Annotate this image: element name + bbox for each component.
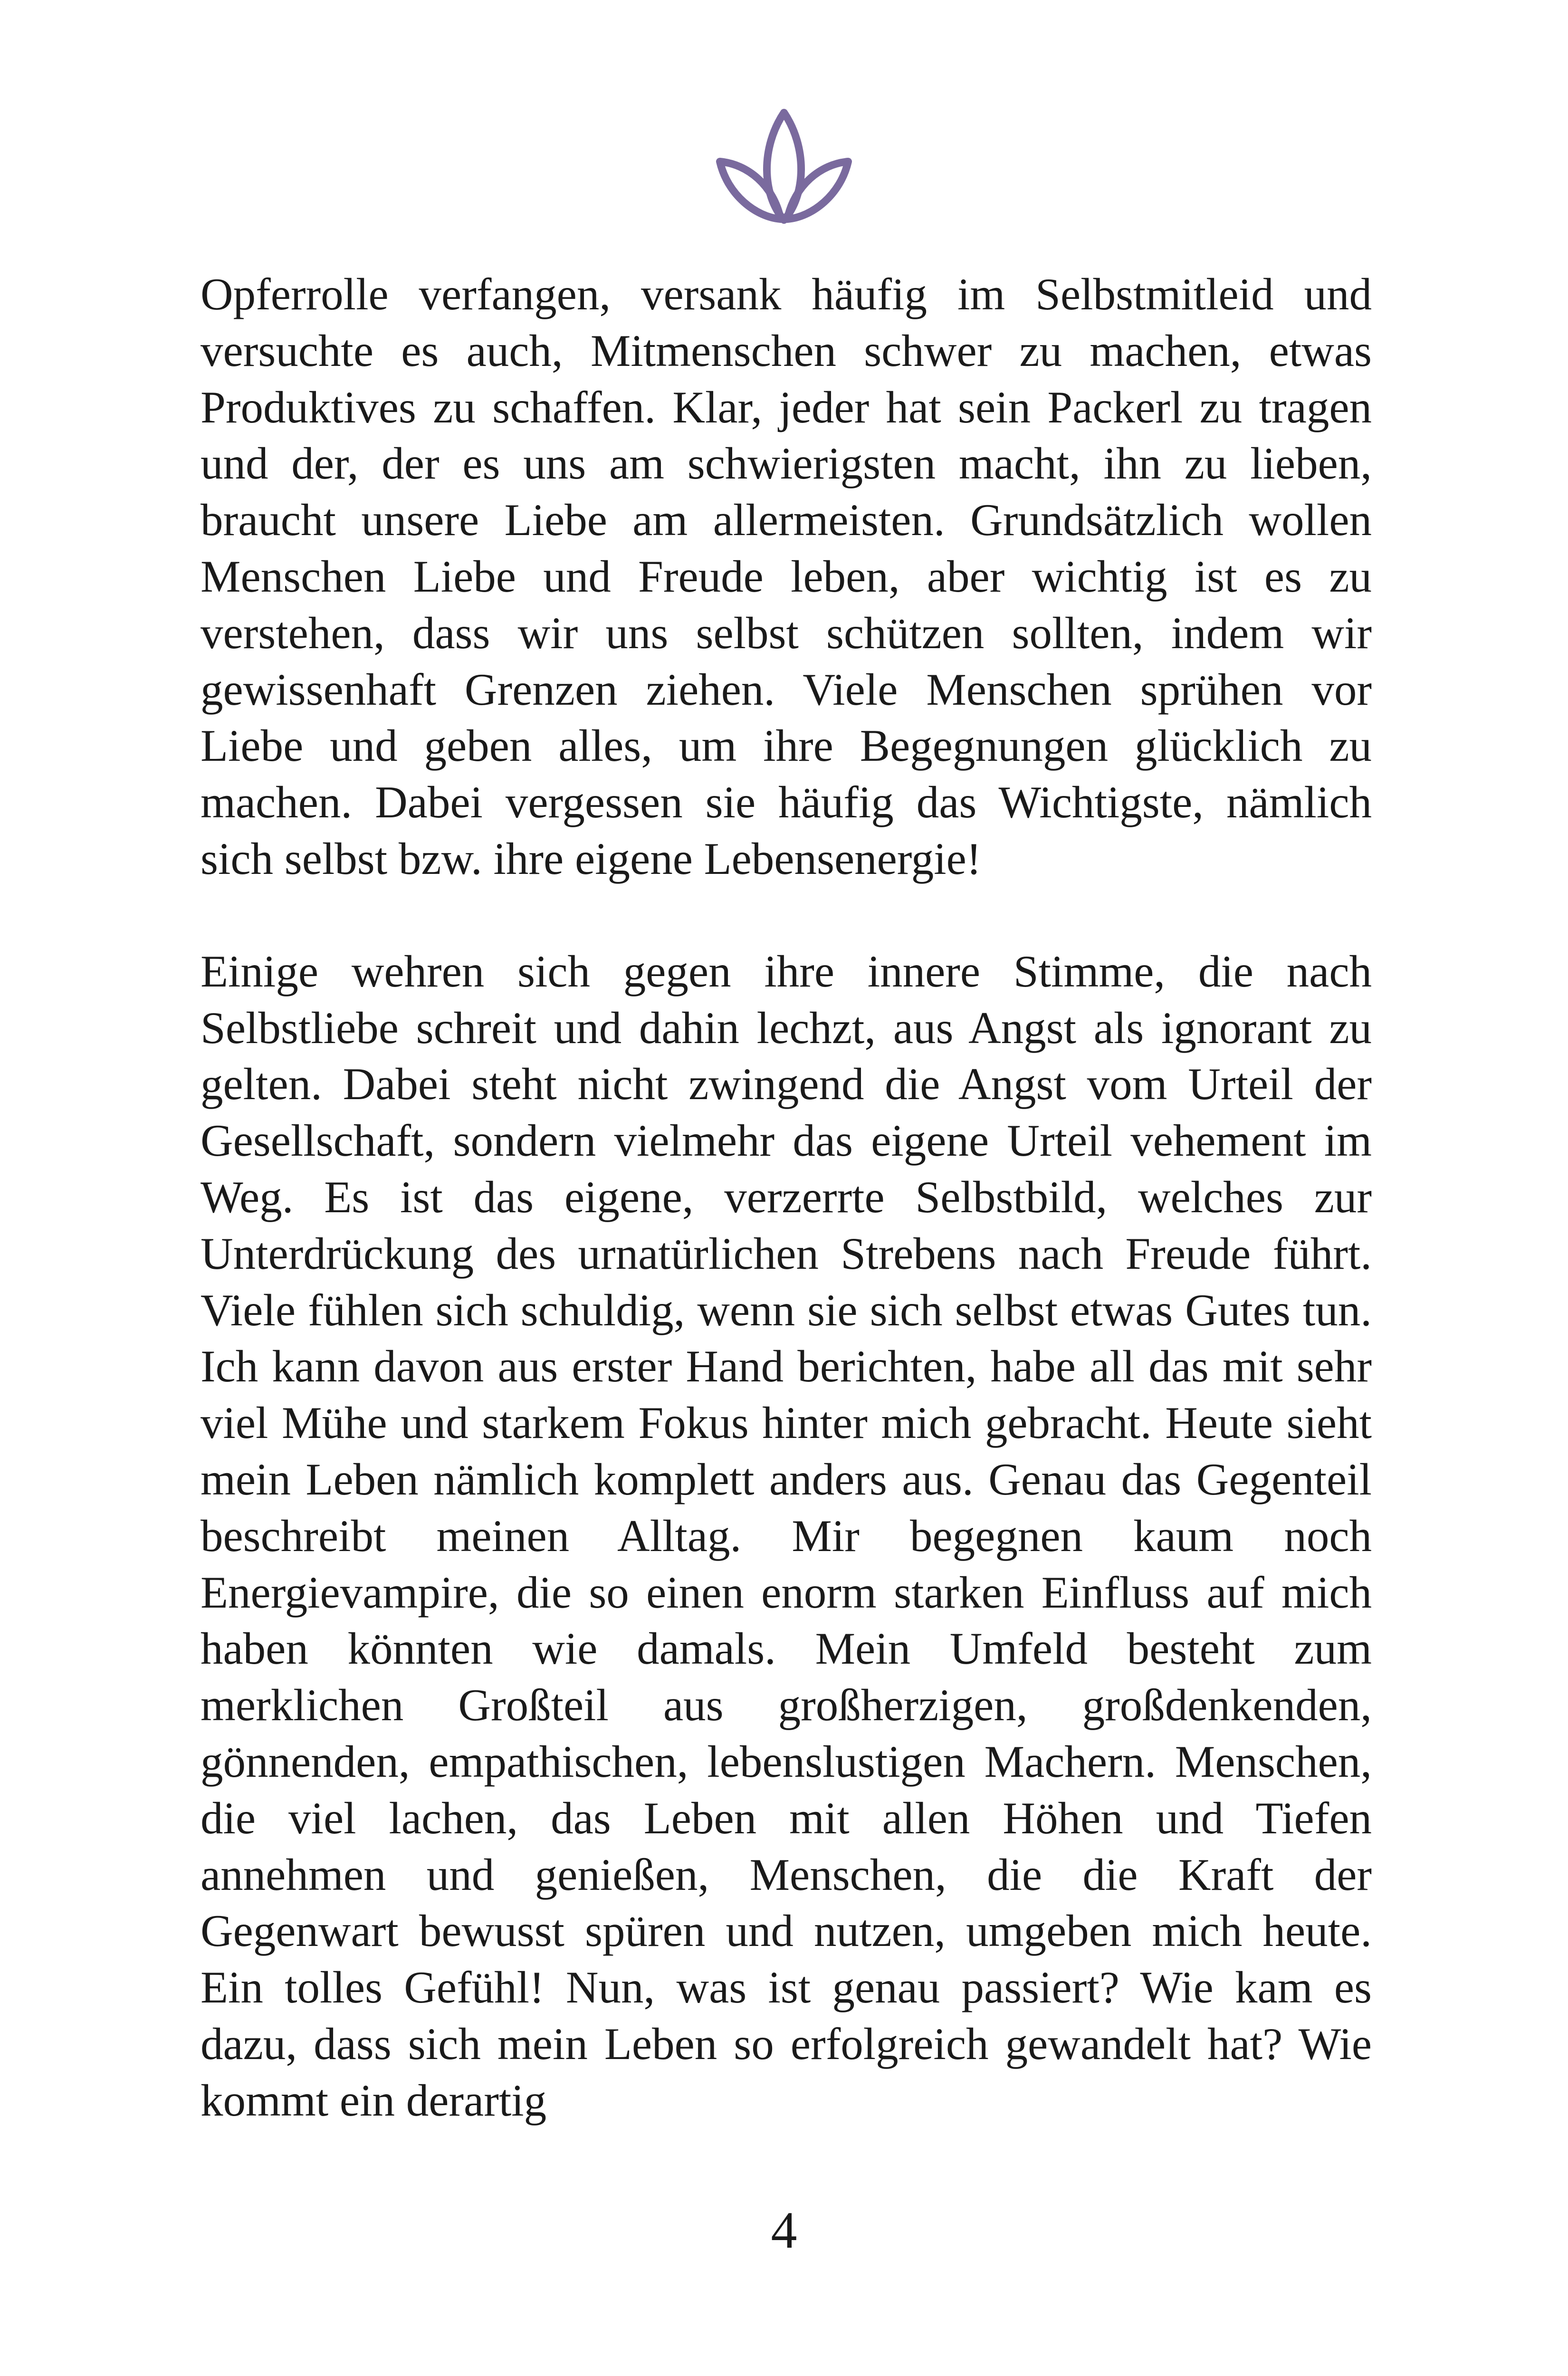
paragraph: Opferrolle verfangen, versank häufig im Selbstmitleid und versuchte es auch, Mitmenschen schwer zu machen, etwas Produktives zu schaffen. Klar, jeder hat sein Packerl zu tragen und der, der es uns am schwierigsten macht, ihn zu lieben, braucht unsere Liebe am allermeisten. Grundsätzlich wollen Menschen Liebe und Freude leben, aber wichtig ist es zu verstehen, dass wir uns selbst schützen sollten, indem wir gewissenhaft Grenzen ziehen. Viele Menschen sprühen vor Liebe und geben alles, um ihre Begegnungen glücklich zu machen. Dabei vergessen sie häufig das Wichtigste, nämlich sich selbst bzw. ihre eigene Lebensenergie! bbox=[201, 269, 1372, 884]
body-text bbox=[201, 266, 1372, 2129]
page-number: 4 bbox=[771, 2201, 797, 2259]
paragraph: Einige wehren sich gegen ihre innere Stimme, die nach Selbstliebe schreit und dahin lechzt, aus Angst als ignorant zu gelten. Dabei steht nicht zwingend die Angst vom Urteil der Gesellschaft, sondern vielmehr das eigene Urteil vehement im Weg. Es ist das eigene, verzerrte Selbstbild, welches zur Unterdrückung des urnatürlichen Strebens nach Freude führt. Viele fühlen sich schuldig, wenn sie sich selbst etwas Gutes tun. Ich kann davon aus erster Hand berichten, habe all das mit sehr viel Mühe und starkem Fokus hinter mich gebracht. Heute sieht mein Leben nämlich komplett anders aus. Genau das Gegenteil beschreibt meinen Alltag. Mir begegnen kaum noch Energievampire, die so einen enorm starken Einfluss auf mich haben könnten wie damals. Mein Umfeld besteht zum merklichen Großteil aus großherzigen, großdenkenden, gönnenden, empathischen, lebenslustigen Machern. Menschen, die viel lachen, das Leben mit allen Höhen und Tiefen annehmen und genießen, Menschen, die die Kraft der Gegenwart bewusst spüren und nutzen, umgeben mich heute. Ein tolles Gefühl! Nun, was ist genau passiert? Wie kam es dazu, dass sich mein Leben so erfolgreich gewandelt hat? Wie kommt ein derartig bbox=[201, 946, 1372, 2126]
lotus-icon bbox=[714, 107, 854, 226]
